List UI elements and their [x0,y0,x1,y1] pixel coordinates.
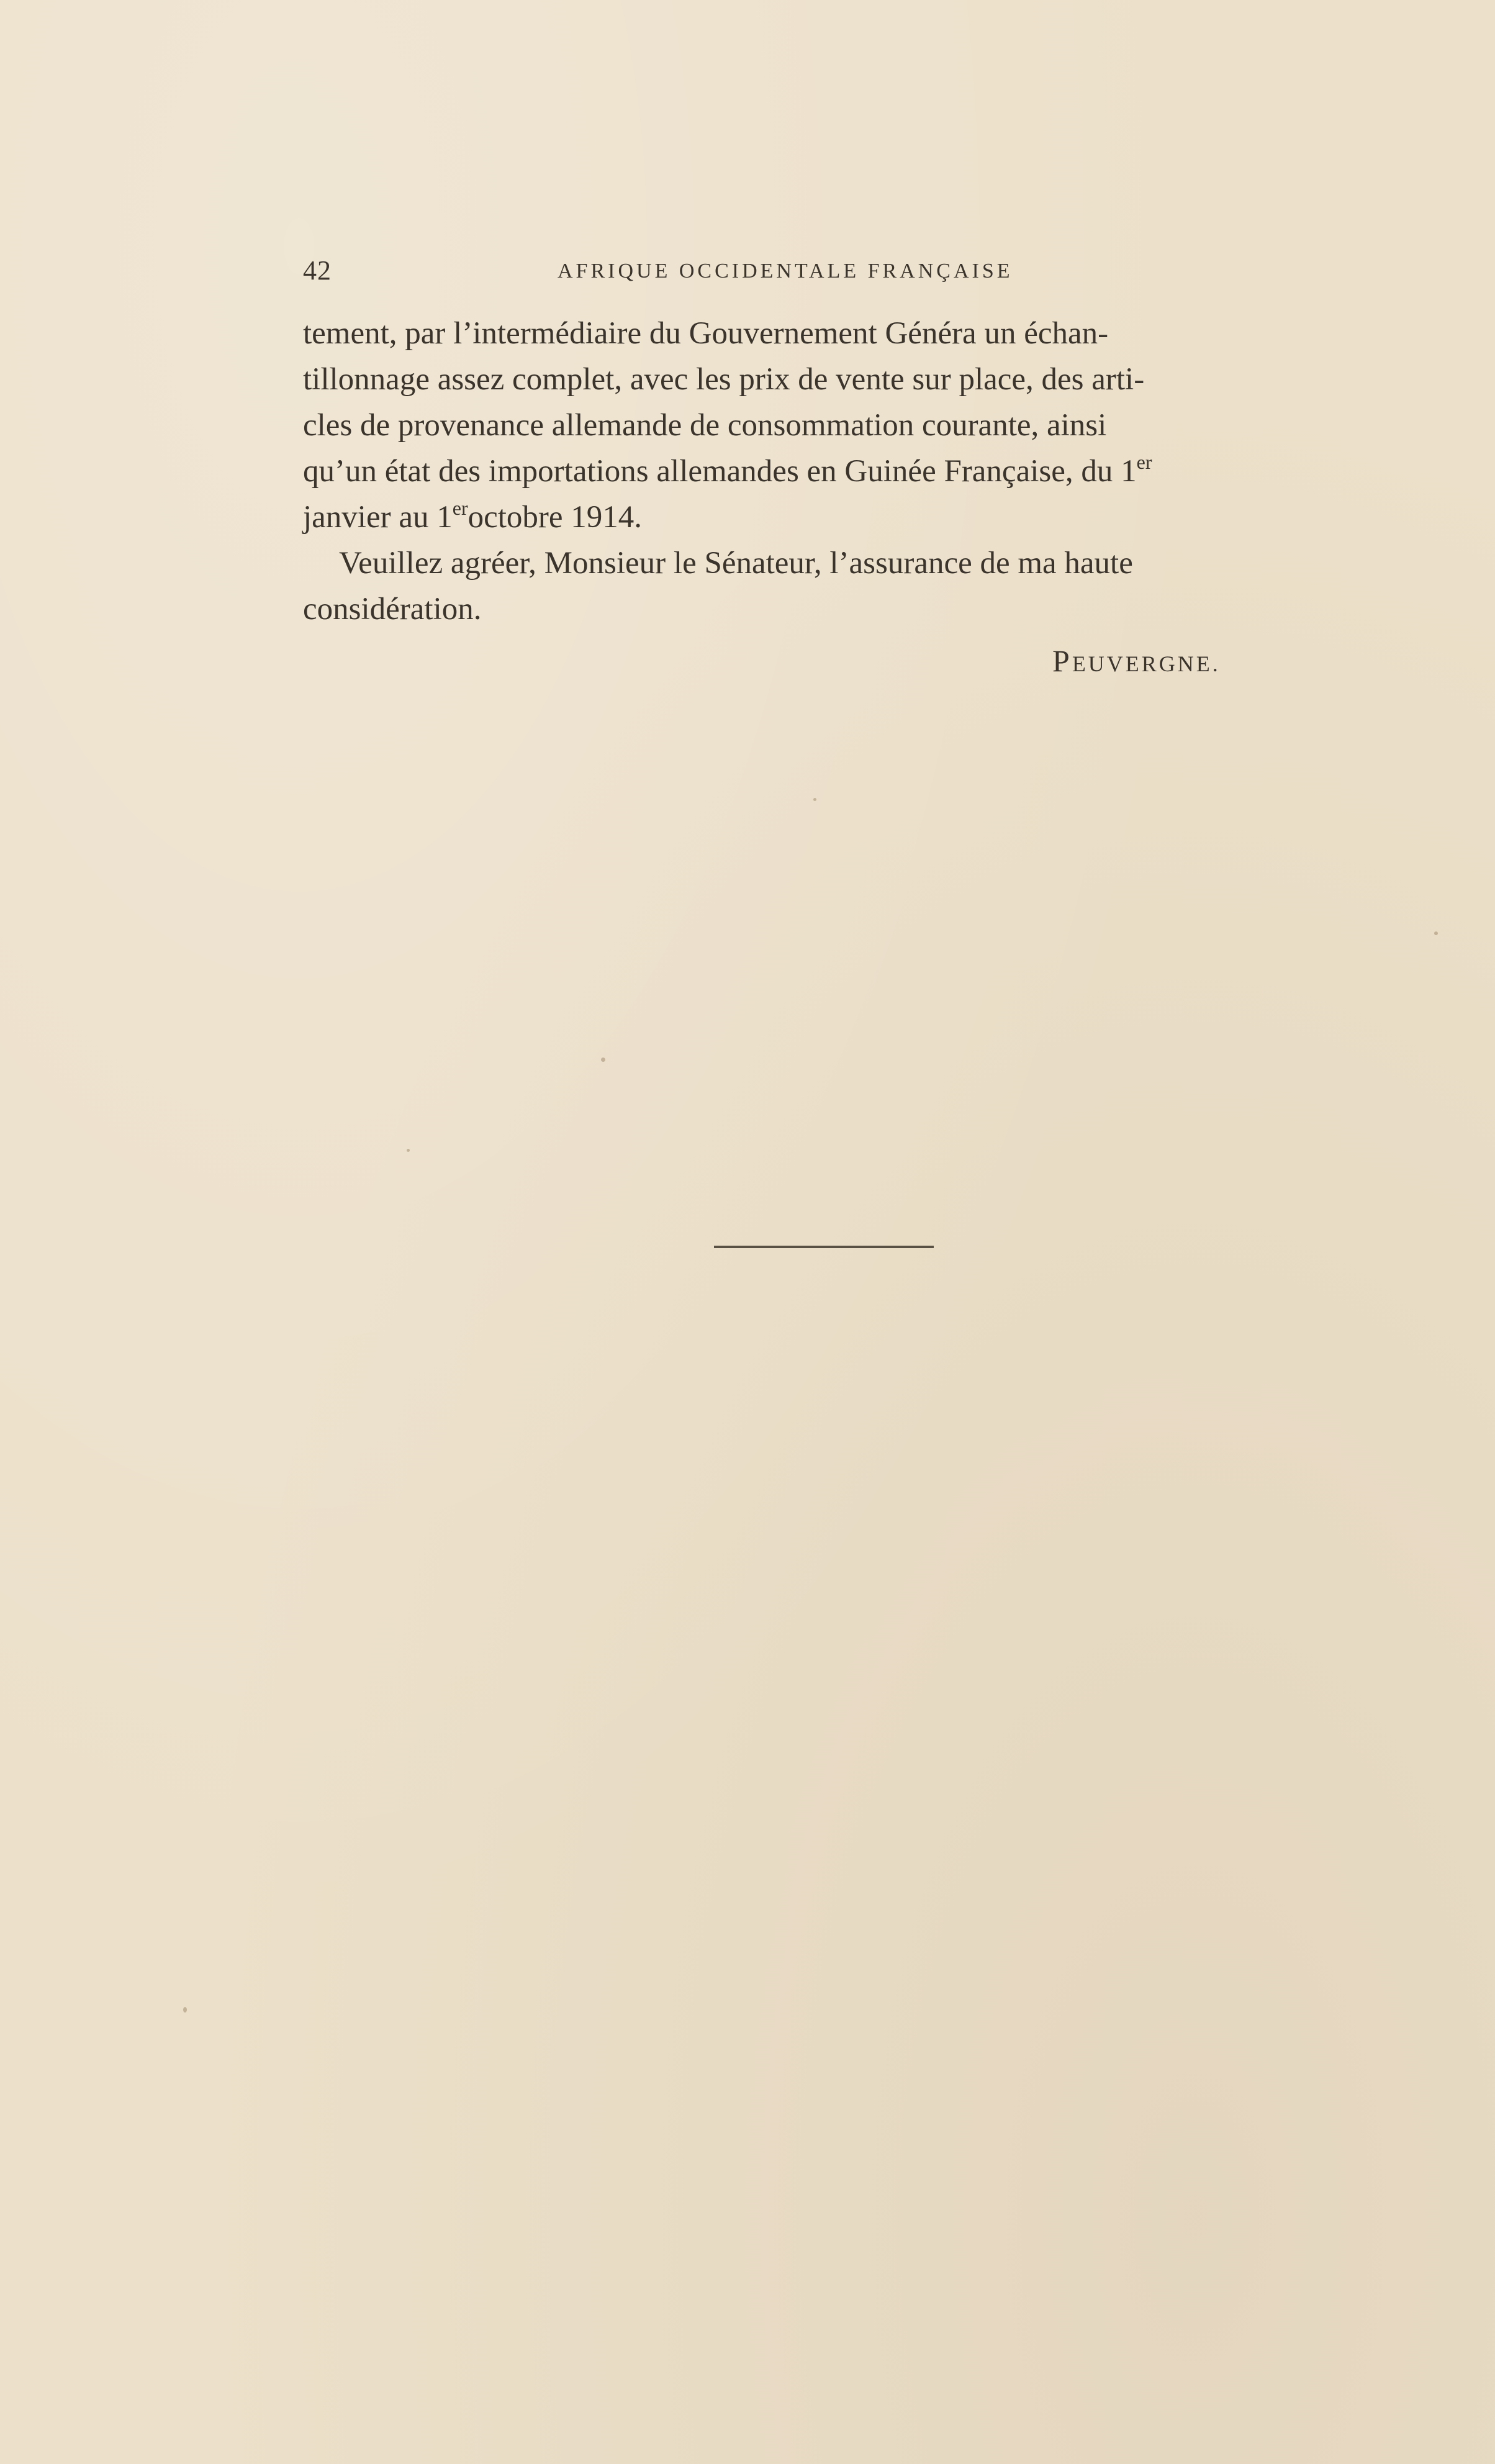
line-text-part: octobre 1914. [467,500,643,535]
line-text [303,448,1152,494]
line-text-part: janvier au 1 [303,500,453,535]
text-line [303,402,1346,448]
signature-initial: P [1052,643,1072,678]
text-line [303,494,1346,540]
page-header [303,255,1346,292]
page-number: 42 [303,255,332,286]
paper-speck [813,798,816,801]
text-line [303,448,1346,494]
superscript: er [1136,451,1152,473]
text-line [303,310,1346,356]
line-text: tement, par l’intermédiaire du Gouvernement Généra un échan- [303,316,1109,351]
signature-rest: EUVERGNE. [1072,651,1221,676]
signature [1052,643,1221,679]
paper-speck [601,1058,605,1062]
line-text [303,494,642,540]
paper-speck [407,1149,410,1152]
line-text: cles de provenance allemande de consommation courante, ainsi [303,408,1107,443]
horizontal-rule [714,1246,934,1248]
body-text [303,310,1346,632]
line-text: considération. [303,592,482,627]
line-text-part: qu’un état des importations allemandes en Guinée Française, du 1 [303,454,1137,489]
text-line [303,356,1346,402]
text-line [303,586,1346,632]
paper-speck [1434,931,1438,935]
text-line [303,540,1346,586]
paper-speck [183,2007,187,2013]
superscript: er [452,497,468,519]
line-text: Veuillez agréer, Monsieur le Sénateur, l’assurance de ma haute [339,546,1133,581]
line-text: tillonnage assez complet, avec les prix de vente sur place, des arti- [303,362,1145,397]
running-head: AFRIQUE OCCIDENTALE FRANÇAISE [558,260,1013,283]
